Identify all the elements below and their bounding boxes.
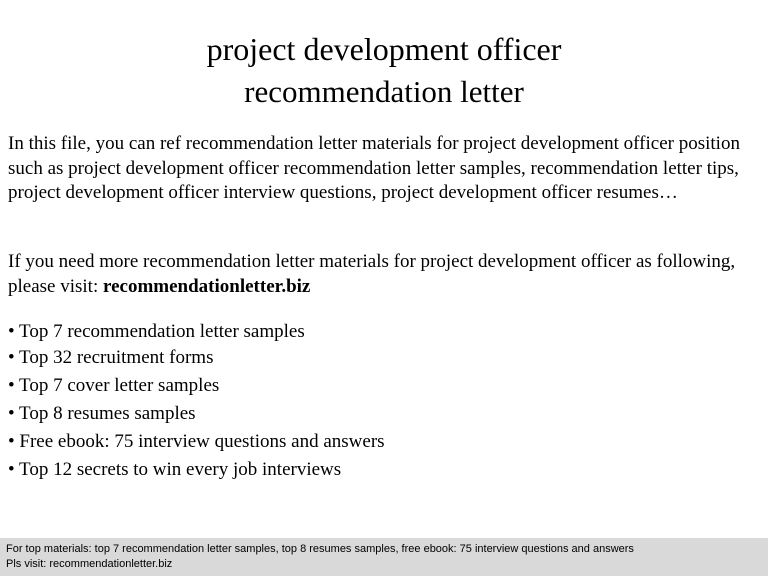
footer-bar [0, 538, 768, 576]
intro-paragraph: In this file, you can ref recommendation letter materials for project development officer position such as project development officer recommendation letter samples, recommendation letter tips, project development officer interview questions, project development officer resumes… [8, 133, 740, 203]
website-link[interactable]: recommendationletter.biz [102, 275, 311, 297]
list-item: • Top 8 resumes samples [8, 403, 196, 424]
list-item: • Top 7 recommendation letter samples [8, 321, 305, 342]
page-title: project development officer [206, 31, 562, 67]
materials-list [8, 320, 385, 484]
list-item: • Top 12 secrets to win every job interviews [8, 459, 342, 480]
more-paragraph [8, 250, 763, 299]
footer-line-2: Pls visit: recommendationletter.biz [6, 558, 173, 570]
list-item: • Free ebook: 75 interview questions and answers [8, 431, 385, 452]
list-item: • Top 32 recruitment forms [8, 347, 214, 368]
list-item: • Top 7 cover letter samples [8, 375, 220, 396]
page-subtitle: recommendation letter [244, 74, 524, 109]
footer-line-1: For top materials: top 7 recommendation letter samples, top 8 resumes samples, free ebook: 75 interview questions and answers [6, 543, 634, 555]
more-text: If you need more recommendation letter materials for project development officer as following, please visit: [8, 251, 736, 297]
